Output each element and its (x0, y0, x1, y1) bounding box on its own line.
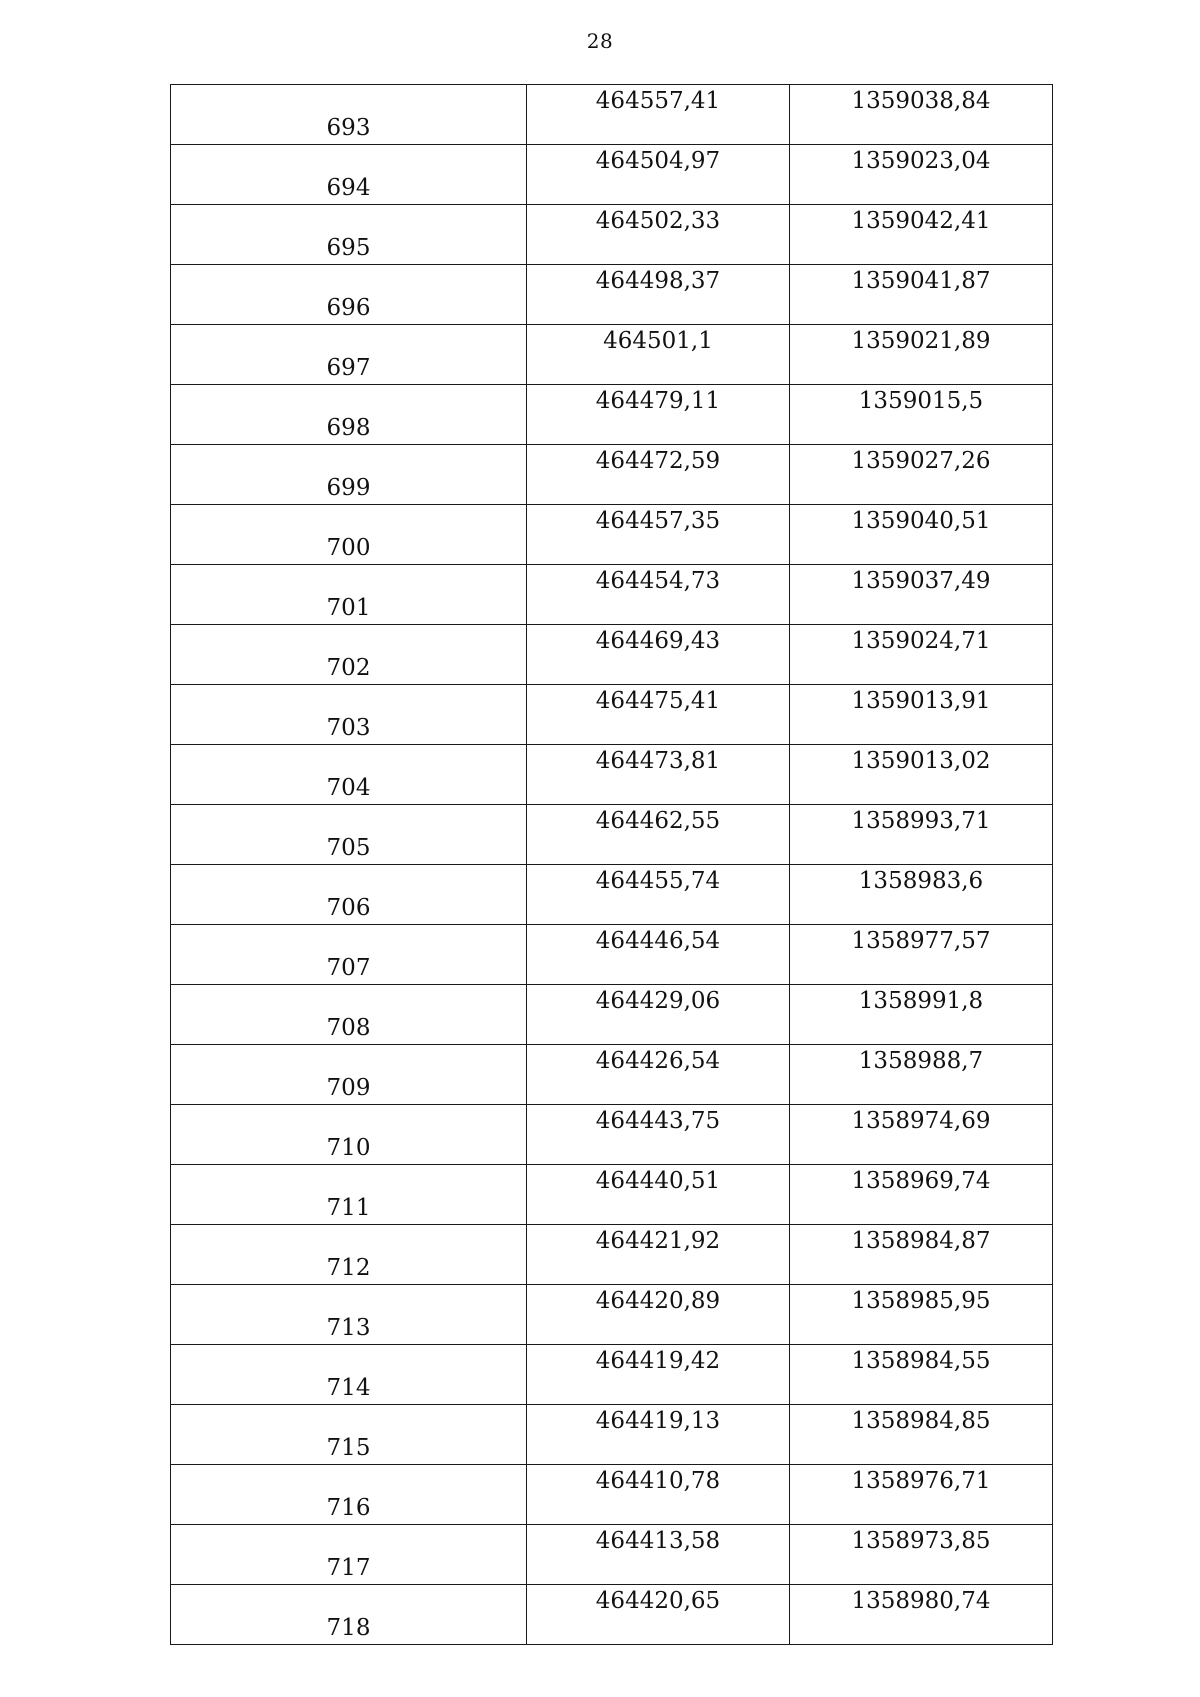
y-coordinate-cell: 1358969,74 (790, 1165, 1053, 1225)
point-number-cell: 704 (171, 745, 527, 805)
point-number-cell: 716 (171, 1465, 527, 1525)
point-number-cell: 706 (171, 865, 527, 925)
table-row (171, 1405, 1053, 1465)
point-number-cell: 711 (171, 1165, 527, 1225)
table-row (171, 865, 1053, 925)
x-coordinate-cell: 464462,55 (527, 805, 790, 865)
y-coordinate-cell: 1358984,55 (790, 1345, 1053, 1405)
y-coordinate-cell: 1358984,85 (790, 1405, 1053, 1465)
table-row (171, 1105, 1053, 1165)
x-coordinate-cell: 464455,74 (527, 865, 790, 925)
table-row (171, 1465, 1053, 1525)
coordinates-table-body (171, 85, 1053, 1645)
x-coordinate-cell: 464419,42 (527, 1345, 790, 1405)
y-coordinate-cell: 1358985,95 (790, 1285, 1053, 1345)
table-row (171, 1045, 1053, 1105)
point-number-cell: 698 (171, 385, 527, 445)
point-number-cell: 705 (171, 805, 527, 865)
table-row (171, 325, 1053, 385)
y-coordinate-cell: 1358980,74 (790, 1585, 1053, 1645)
table-row (171, 265, 1053, 325)
table-row (171, 1345, 1053, 1405)
table-row (171, 565, 1053, 625)
point-number-cell: 709 (171, 1045, 527, 1105)
y-coordinate-cell: 1358993,71 (790, 805, 1053, 865)
x-coordinate-cell: 464469,43 (527, 625, 790, 685)
point-number-cell: 718 (171, 1585, 527, 1645)
x-coordinate-cell: 464446,54 (527, 925, 790, 985)
y-coordinate-cell: 1358983,6 (790, 865, 1053, 925)
x-coordinate-cell: 464410,78 (527, 1465, 790, 1525)
y-coordinate-cell: 1359013,91 (790, 685, 1053, 745)
x-coordinate-cell: 464426,54 (527, 1045, 790, 1105)
y-coordinate-cell: 1358988,7 (790, 1045, 1053, 1105)
point-number-cell: 695 (171, 205, 527, 265)
point-number-cell: 703 (171, 685, 527, 745)
x-coordinate-cell: 464557,41 (527, 85, 790, 145)
coordinates-table (170, 84, 1053, 1645)
page-number: 28 (586, 29, 614, 53)
point-number-cell: 712 (171, 1225, 527, 1285)
table-row (171, 505, 1053, 565)
x-coordinate-cell: 464443,75 (527, 1105, 790, 1165)
table-row (171, 145, 1053, 205)
point-number-cell: 710 (171, 1105, 527, 1165)
table-row (171, 205, 1053, 265)
x-coordinate-cell: 464479,11 (527, 385, 790, 445)
y-coordinate-cell: 1358984,87 (790, 1225, 1053, 1285)
x-coordinate-cell: 464421,92 (527, 1225, 790, 1285)
x-coordinate-cell: 464457,35 (527, 505, 790, 565)
y-coordinate-cell: 1358976,71 (790, 1465, 1053, 1525)
point-number-cell: 699 (171, 445, 527, 505)
y-coordinate-cell: 1359041,87 (790, 265, 1053, 325)
table-row (171, 445, 1053, 505)
table-row (171, 985, 1053, 1045)
x-coordinate-cell: 464413,58 (527, 1525, 790, 1585)
point-number-cell: 713 (171, 1285, 527, 1345)
table-row (171, 1165, 1053, 1225)
point-number-cell: 715 (171, 1405, 527, 1465)
table-row (171, 385, 1053, 445)
y-coordinate-cell: 1358977,57 (790, 925, 1053, 985)
y-coordinate-cell: 1359040,51 (790, 505, 1053, 565)
y-coordinate-cell: 1359021,89 (790, 325, 1053, 385)
table-row (171, 1285, 1053, 1345)
x-coordinate-cell: 464420,89 (527, 1285, 790, 1345)
y-coordinate-cell: 1359037,49 (790, 565, 1053, 625)
point-number-cell: 701 (171, 565, 527, 625)
table-row (171, 745, 1053, 805)
table-row (171, 1225, 1053, 1285)
x-coordinate-cell: 464419,13 (527, 1405, 790, 1465)
point-number-cell: 702 (171, 625, 527, 685)
x-coordinate-cell: 464440,51 (527, 1165, 790, 1225)
y-coordinate-cell: 1359015,5 (790, 385, 1053, 445)
point-number-cell: 708 (171, 985, 527, 1045)
x-coordinate-cell: 464475,41 (527, 685, 790, 745)
table-row (171, 85, 1053, 145)
y-coordinate-cell: 1358991,8 (790, 985, 1053, 1045)
table-row (171, 1585, 1053, 1645)
x-coordinate-cell: 464501,1 (527, 325, 790, 385)
point-number-cell: 700 (171, 505, 527, 565)
y-coordinate-cell: 1359027,26 (790, 445, 1053, 505)
table-row (171, 925, 1053, 985)
table-row (171, 1525, 1053, 1585)
y-coordinate-cell: 1359038,84 (790, 85, 1053, 145)
point-number-cell: 697 (171, 325, 527, 385)
table-row (171, 805, 1053, 865)
y-coordinate-cell: 1358974,69 (790, 1105, 1053, 1165)
x-coordinate-cell: 464502,33 (527, 205, 790, 265)
point-number-cell: 696 (171, 265, 527, 325)
x-coordinate-cell: 464473,81 (527, 745, 790, 805)
point-number-cell: 694 (171, 145, 527, 205)
x-coordinate-cell: 464429,06 (527, 985, 790, 1045)
x-coordinate-cell: 464454,73 (527, 565, 790, 625)
y-coordinate-cell: 1359024,71 (790, 625, 1053, 685)
point-number-cell: 693 (171, 85, 527, 145)
x-coordinate-cell: 464472,59 (527, 445, 790, 505)
y-coordinate-cell: 1359023,04 (790, 145, 1053, 205)
point-number-cell: 717 (171, 1525, 527, 1585)
table-row (171, 625, 1053, 685)
table-row (171, 685, 1053, 745)
x-coordinate-cell: 464498,37 (527, 265, 790, 325)
x-coordinate-cell: 464504,97 (527, 145, 790, 205)
y-coordinate-cell: 1359042,41 (790, 205, 1053, 265)
point-number-cell: 714 (171, 1345, 527, 1405)
y-coordinate-cell: 1358973,85 (790, 1525, 1053, 1585)
y-coordinate-cell: 1359013,02 (790, 745, 1053, 805)
x-coordinate-cell: 464420,65 (527, 1585, 790, 1645)
point-number-cell: 707 (171, 925, 527, 985)
